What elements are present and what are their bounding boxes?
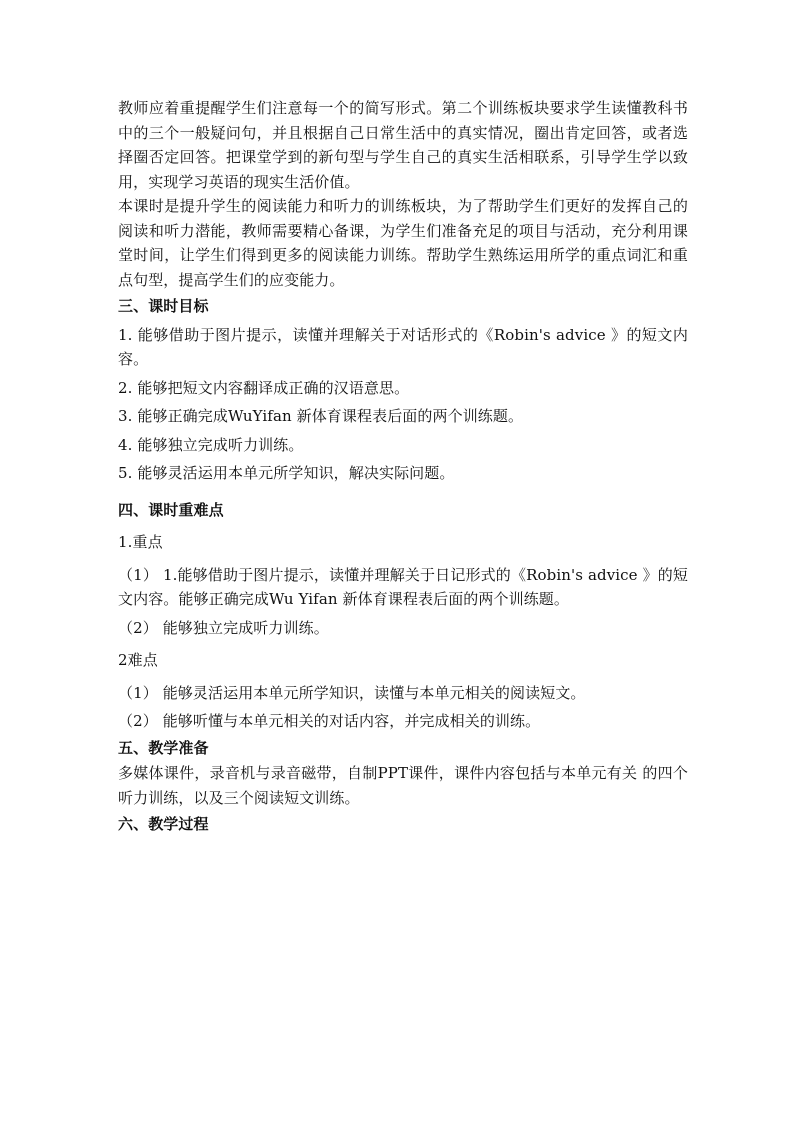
section-heading-objectives: 三、课时目标 — [118, 297, 209, 315]
objective-item-3: 3. 能够正确完成WuYifan 新体育课程表后面的两个训练题。 — [118, 407, 524, 425]
difficult-points-label: 2难点 — [118, 651, 158, 669]
objective-item-4: 4. 能够独立完成听力训练。 — [118, 435, 304, 454]
document-body — [118, 96, 688, 838]
objective-item-5: 5. 能够灵活运用本单元所学知识，解决实际问题。 — [118, 464, 455, 482]
preparation-paragraph: 多媒体课件，录音机与录音磁带，自制PPT课件，课件内容包括与本单元有关 的四个听力训练，以及三个阅读短文训练。 — [118, 764, 688, 807]
difficult-point-item-2: （2） 能够听懂与本单元相关的对话内容，并完成相关的训练。 — [118, 712, 541, 730]
section-heading-process: 六、教学过程 — [118, 815, 209, 833]
section-heading-preparation: 五、教学准备 — [118, 738, 209, 757]
key-point-item-2: （2） 能够独立完成听力训练。 — [118, 618, 329, 637]
objective-item-2: 2. 能够把短文内容翻译成正确的汉语意思。 — [118, 378, 410, 397]
intro-paragraph-1: 教师应着重提醒学生们注意每一个的简写形式。第二个训练板块要求学生读懂教科书中的三个一般疑问句，并且根据自己日常生活中的真实情况，圈出肯定回答，或者选择圈否定回答。把课堂学到的新句型与学生自己的真实生活相联系，引导学生学以致用，实现学习英语的现实生活价值。 — [118, 99, 688, 191]
section-heading-key-points: 四、课时重难点 — [118, 500, 224, 519]
key-point-item-1: （1） 1.能够借助于图片提示，读懂并理解关于日记形式的《Robin's advice 》的短文内容。能够正确完成Wu Yifan 新体育课程表后面的两个训练题。 — [118, 565, 688, 608]
key-points-label: 1.重点 — [118, 533, 163, 551]
objective-item-1: 1. 能够借助于图片提示，读懂并理解关于对话形式的《Robin's advice 》的短文内容。 — [118, 325, 688, 368]
intro-paragraph-2: 本课时是提升学生的阅读能力和听力的训练板块，为了帮助学生们更好的发挥自己的阅读和听力潜能，教师需要精心备课，为学生们准备充足的项目与活动，充分利用课堂时间，让学生们得到更多的阅读能力训练。帮助学生熟练运用所学的重点词汇和重点句型，提高学生们的应变能力。 — [118, 197, 688, 289]
difficult-point-item-1: （1） 能够灵活运用本单元所学知识，读懂与本单元相关的阅读短文。 — [118, 683, 586, 702]
